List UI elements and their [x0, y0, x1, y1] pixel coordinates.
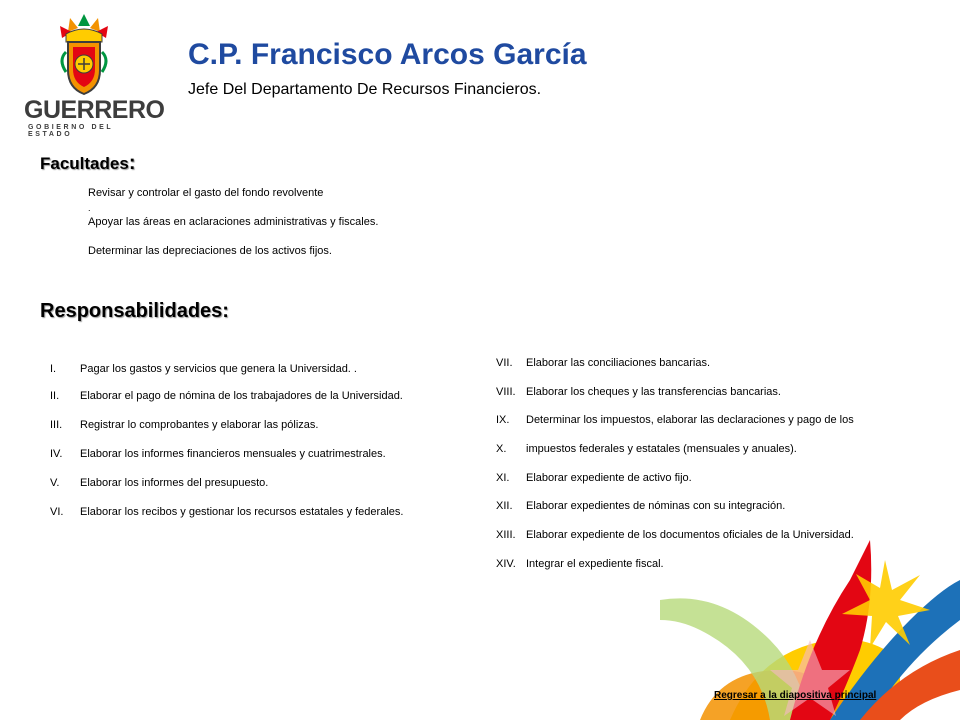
- responsabilidad-item: [50, 506, 403, 518]
- item-text: impuestos federales y estatales (mensuales y anuales).: [526, 443, 797, 455]
- item-number: V.: [50, 477, 60, 489]
- item-text: Elaborar los recibos y gestionar los recursos estatales y federales.: [80, 506, 404, 518]
- item-number: XIV.: [496, 558, 516, 570]
- facultades-heading: [40, 152, 135, 175]
- responsabilidad-item: [496, 472, 692, 484]
- facultad-item: Determinar las depreciaciones de los activos fijos.: [88, 245, 332, 257]
- facultades-heading-colon: :: [128, 152, 136, 174]
- responsabilidad-item: [496, 500, 785, 512]
- item-text: Elaborar las conciliaciones bancarias.: [526, 357, 711, 369]
- responsabilidad-item: [50, 419, 318, 431]
- item-number: II.: [50, 390, 60, 402]
- item-number: X.: [496, 443, 507, 455]
- responsabilidad-item: [50, 448, 386, 460]
- facultad-item: Apoyar las áreas en aclaraciones administrativas y fiscales.: [88, 216, 379, 228]
- item-number: III.: [50, 419, 63, 431]
- responsabilidad-item: [496, 414, 854, 426]
- item-number: VII.: [496, 357, 513, 369]
- responsabilidad-item: [496, 357, 710, 369]
- guerrero-logo: [18, 12, 165, 138]
- page-title: C.P. Francisco Arcos García: [188, 38, 587, 71]
- responsabilidad-item: [50, 477, 268, 489]
- logo-wordmark: GUERRERO: [24, 96, 165, 124]
- item-number: IV.: [50, 448, 63, 460]
- page-subtitle: Jefe Del Departamento De Recursos Financieros.: [188, 81, 542, 98]
- logo-subtitle: GOBIERNO DEL ESTADO: [28, 124, 114, 138]
- item-number: VIII.: [496, 386, 516, 398]
- item-text: Registrar lo comprobantes y elaborar las pólizas.: [80, 419, 319, 431]
- responsabilidad-item: [496, 443, 797, 455]
- item-text: Elaborar los informes financieros mensuales y cuatrimestrales.: [80, 448, 386, 460]
- responsabilidad-item: [50, 363, 357, 375]
- item-text: Elaborar los cheques y las transferencias bancarias.: [526, 386, 781, 398]
- responsabilidades-heading: Responsabilidades:: [40, 300, 229, 322]
- item-number: XII.: [496, 500, 513, 512]
- item-number: I.: [50, 363, 57, 375]
- item-number: XI.: [496, 472, 510, 484]
- item-text: Elaborar expediente de activo fijo.: [526, 472, 692, 484]
- item-text: Elaborar los informes del presupuesto.: [80, 477, 269, 489]
- item-text: Integrar el expediente fiscal.: [526, 558, 664, 570]
- item-number: VI.: [50, 506, 64, 518]
- facultad-item: .: [88, 203, 91, 213]
- responsabilidad-item: [50, 390, 403, 402]
- item-text: Elaborar expediente de los documentos oficiales de la Universidad.: [526, 529, 854, 541]
- responsabilidad-item: [496, 386, 781, 398]
- item-text: Determinar los impuestos, elaborar las declaraciones y pago de los: [526, 414, 854, 426]
- item-number: IX.: [496, 414, 510, 426]
- item-text: Elaborar el pago de nómina de los trabajadores de la Universidad.: [80, 390, 403, 402]
- item-text: Elaborar expedientes de nóminas con su integración.: [526, 500, 786, 512]
- item-number: XIII.: [496, 529, 516, 541]
- facultades-heading-text: Facultades: [40, 154, 129, 173]
- responsabilidad-item: [496, 558, 664, 570]
- item-text: Pagar los gastos y servicios que genera la Universidad. .: [80, 363, 357, 375]
- return-main-slide-link[interactable]: Regresar a la diapositiva principal: [714, 690, 877, 701]
- facultad-item: Revisar y controlar el gasto del fondo revolvente: [88, 187, 324, 199]
- coat-of-arms-icon: [18, 12, 150, 96]
